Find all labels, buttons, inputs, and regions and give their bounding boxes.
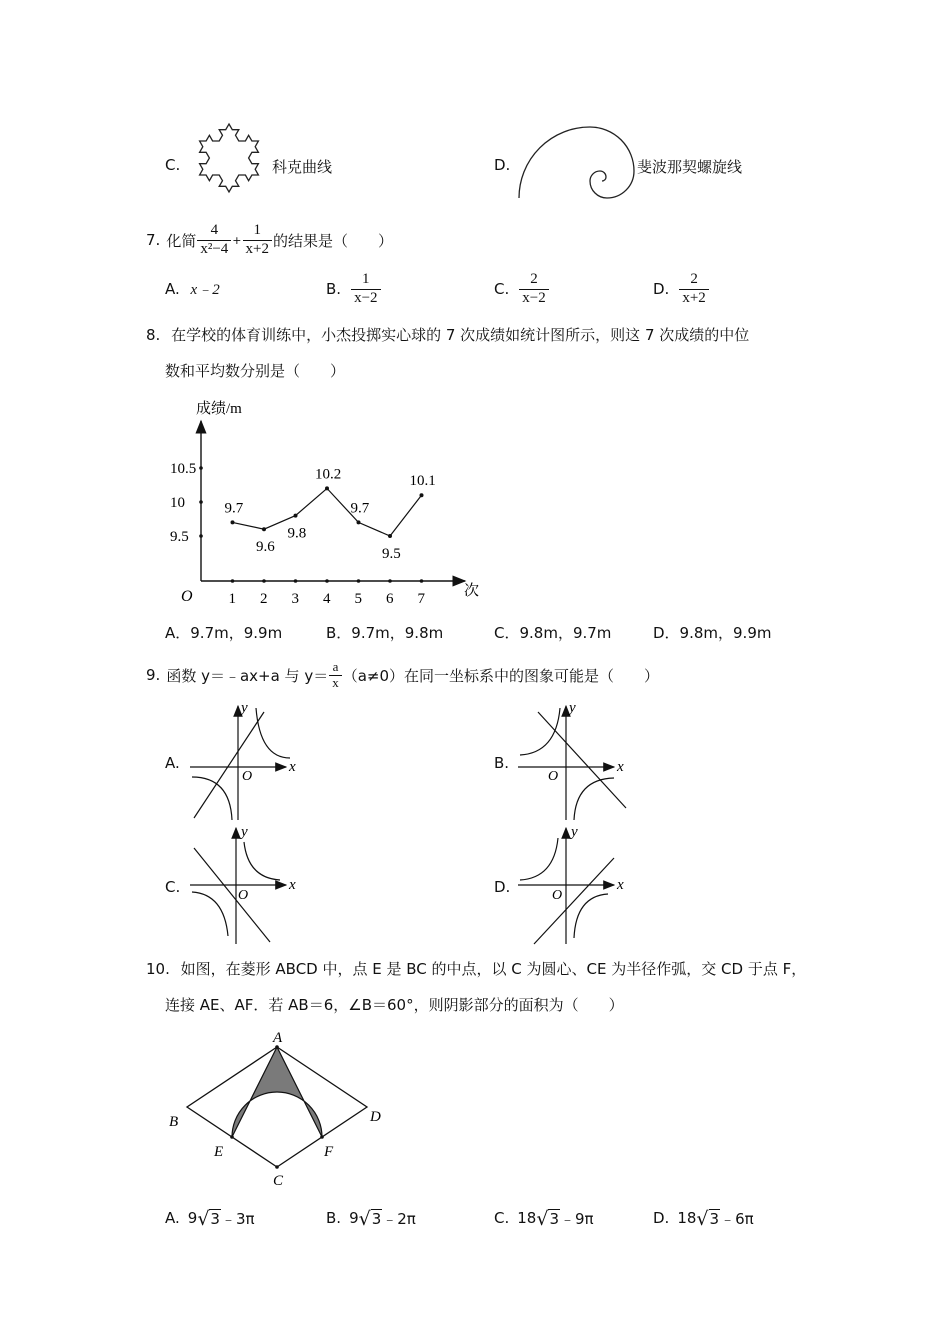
- q7-option-c-numerator: 2: [519, 271, 548, 289]
- q10-option-c-rest: ﹣9π: [560, 1209, 594, 1228]
- q8-stem-line2: 数和平均数分别是（ ）: [165, 362, 346, 380]
- q9-option-d-letter: D.: [494, 878, 511, 896]
- x-tick-label: 2: [260, 591, 268, 607]
- q10-option-d-letter: D.: [653, 1209, 670, 1227]
- q9-option-a-letter: A.: [165, 754, 180, 772]
- y-tick-label: 10: [170, 495, 185, 511]
- x-tick-label: 3: [291, 591, 299, 607]
- q7-option-b-denominator: x−2: [354, 289, 378, 306]
- q10-option-a: [165, 1205, 255, 1231]
- q10-stem-line2: 连接 AE、AF．若 AB＝6，∠B＝60°，则阴影部分的面积为（ ）: [165, 996, 624, 1014]
- q10-option-d-coef: 18: [677, 1209, 697, 1227]
- q9-graph-b: [514, 700, 630, 822]
- y-tick-label: 10.5: [170, 461, 197, 477]
- q10-number: 10.: [146, 960, 170, 978]
- data-label: 10.2: [315, 466, 342, 483]
- q9-stem: [146, 654, 659, 696]
- q7-stem-prefix: 化简: [166, 231, 197, 250]
- q9-d-origin-label: O: [552, 888, 563, 903]
- x-tick-mark: [357, 579, 361, 583]
- q7-stem-suffix: 的结果是（ ）: [272, 231, 393, 250]
- q6-option-c-letter: C.: [165, 156, 181, 174]
- x-tick-label: 7: [417, 591, 425, 607]
- q7-option-c-fraction: [519, 271, 548, 307]
- q7-option-c: [494, 266, 550, 312]
- q7-option-b-letter: B.: [326, 280, 342, 298]
- data-label: 10.1: [409, 473, 436, 490]
- q7-stem: [146, 217, 393, 263]
- q10-option-c-radicand: 3: [549, 1209, 559, 1228]
- q7-option-a: [165, 278, 220, 299]
- q10-stem-text-1: 如图，在菱形 ABCD 中，点 E 是 BC 的中点，以 C 为圆心、CE 为半径作弧，交 CD 于点 F，: [180, 960, 807, 978]
- x-tick-mark: [325, 579, 329, 583]
- data-point: [231, 520, 235, 524]
- q7-number: 7.: [146, 231, 161, 249]
- radical-sign-icon: √: [536, 1208, 549, 1230]
- x-tick-mark: [231, 579, 235, 583]
- q10-stem-line1: [146, 958, 806, 979]
- fibonacci-spiral-figure: [516, 124, 636, 200]
- q7-plus: +: [232, 233, 242, 247]
- x-tick-mark: [388, 579, 392, 583]
- q7-option-b: [326, 266, 382, 312]
- q10-option-a-coef: 9: [187, 1209, 198, 1227]
- point-e-label: E: [214, 1144, 224, 1160]
- q10-option-b-radicand: 3: [371, 1209, 382, 1228]
- point-f-label: F: [324, 1144, 334, 1160]
- q10-option-b-coef: 9: [349, 1209, 359, 1227]
- q6-option-d-letter: D.: [494, 156, 511, 174]
- q7-option-c-letter: C.: [494, 280, 510, 298]
- q7-option-d-letter: D.: [653, 280, 670, 298]
- q9-d-x-label: x: [617, 877, 624, 893]
- q9-stem-prefix: 函数 y＝﹣ax+a 与 y＝: [166, 666, 329, 685]
- q10-option-c-coef: 18: [517, 1209, 537, 1227]
- q7-option-c-denominator: x−2: [522, 289, 546, 306]
- q7-fraction-1: [197, 222, 231, 258]
- series-line: [233, 488, 422, 536]
- data-label: 9.7: [224, 500, 244, 517]
- x-tick-label: 1: [228, 591, 236, 607]
- data-point: [388, 534, 392, 538]
- q10-option-d: [653, 1205, 754, 1231]
- koch-snowflake-figure: [188, 116, 270, 198]
- point-a-label: A: [273, 1030, 283, 1046]
- q9-option-c-letter: C.: [165, 878, 181, 896]
- q10-option-b: [326, 1205, 416, 1231]
- shaded-region: [232, 1047, 322, 1137]
- q7-frac1-numerator: 4: [197, 222, 231, 240]
- q9-stem-suffix: （a≠0）在同一坐标系中的图象可能是（ ）: [342, 666, 660, 685]
- x-tick-mark: [294, 579, 298, 583]
- q10-option-a-letter: A.: [165, 1209, 180, 1227]
- chart-ylabel: 成绩/m: [196, 401, 242, 417]
- q8-stem-text-1: 在学校的体育训练中，小杰投掷实心球的 7 次成绩如统计图所示，则这 7 次成绩的中位: [171, 326, 750, 344]
- q9-a-x-label: x: [289, 759, 296, 775]
- data-label: 9.6: [256, 539, 275, 556]
- data-point: [294, 514, 298, 518]
- chart-xlabel: 次: [464, 583, 480, 599]
- q7-option-d-numerator: 2: [679, 271, 708, 289]
- point-b-label: B: [169, 1114, 179, 1130]
- q10-option-c: [494, 1205, 594, 1231]
- q8-option-a: A．9.7m，9.9m: [165, 624, 283, 642]
- q9-c-y-label: y: [241, 824, 248, 840]
- q10-option-b-rest: ﹣2π: [382, 1209, 416, 1228]
- q9-a-origin-label: O: [242, 769, 253, 784]
- q9-number: 9.: [146, 666, 161, 684]
- q10-option-b-letter: B.: [326, 1209, 342, 1227]
- q9-b-x-label: x: [617, 759, 624, 775]
- q9-graph-d: [514, 826, 630, 948]
- q6-option-d-label: 斐波那契螺旋线: [637, 158, 743, 176]
- q10-option-d-radicand: 3: [709, 1209, 720, 1228]
- q10-option-a-rest: ﹣3π: [220, 1209, 255, 1228]
- data-label: 9.8: [287, 525, 307, 542]
- q10-option-a-radicand: 3: [210, 1209, 220, 1228]
- data-label: 9.5: [382, 546, 401, 562]
- q7-option-a-text: x﹣2: [190, 282, 220, 298]
- q7-frac2-numerator: 1: [243, 222, 272, 240]
- y-tick-label: 9.5: [170, 529, 189, 545]
- radical-sign-icon: √: [696, 1208, 709, 1230]
- q9-option-b-letter: B.: [494, 754, 510, 772]
- q9-b-y-label: y: [569, 700, 576, 716]
- q9-graph-c: [186, 826, 302, 948]
- x-tick-label: 6: [386, 591, 394, 607]
- q6-option-c-label: 科克曲线: [272, 158, 333, 176]
- y-tick-mark: [199, 534, 203, 538]
- q9-b-origin-label: O: [548, 769, 559, 784]
- y-tick-mark: [199, 466, 203, 470]
- x-tick-mark: [420, 579, 424, 583]
- data-label: 9.7: [350, 500, 370, 517]
- q7-option-d-denominator: x+2: [682, 289, 706, 306]
- q7-option-a-letter: A.: [165, 280, 180, 298]
- chart-origin-label: O: [181, 588, 193, 605]
- data-point: [420, 493, 424, 497]
- q9-frac-denominator: x: [332, 674, 339, 690]
- q7-option-d: [653, 266, 710, 312]
- x-tick-label: 5: [354, 591, 362, 607]
- point-d-label: D: [370, 1109, 381, 1125]
- q7-option-b-fraction: [351, 271, 380, 307]
- q7-frac1-denominator: x²−4: [200, 240, 229, 257]
- q8-number: 8.: [146, 326, 161, 344]
- data-point: [262, 527, 266, 531]
- q7-option-d-fraction: [679, 271, 708, 307]
- radical-sign-icon: √: [358, 1208, 371, 1230]
- q10-rhombus-figure: [160, 1030, 400, 1190]
- q9-graph-a: [186, 700, 302, 822]
- y-tick-mark: [199, 500, 203, 504]
- data-point: [357, 520, 361, 524]
- q7-frac2-denominator: x+2: [245, 240, 269, 257]
- q7-option-b-numerator: 1: [351, 271, 380, 289]
- q8-line-chart: [160, 396, 490, 611]
- point-c-label: C: [273, 1173, 284, 1189]
- q8-stem-line1: [146, 324, 749, 345]
- q8-option-c: C．9.8m，9.7m: [494, 624, 612, 642]
- q10-option-c-letter: C.: [494, 1209, 510, 1227]
- q9-d-y-label: y: [571, 824, 578, 840]
- q8-option-d: D．9.8m，9.9m: [653, 624, 772, 642]
- q9-a-y-label: y: [241, 700, 248, 716]
- q7-fraction-2: [243, 222, 272, 258]
- q9-frac-numerator: a: [329, 660, 342, 676]
- q10-option-d-rest: ﹣6π: [720, 1209, 754, 1228]
- q9-fraction: [329, 660, 342, 691]
- x-tick-label: 4: [323, 591, 331, 607]
- x-tick-mark: [262, 579, 266, 583]
- q8-option-b: B．9.7m，9.8m: [326, 624, 444, 642]
- radical-sign-icon: √: [197, 1208, 210, 1230]
- q9-c-x-label: x: [289, 877, 296, 893]
- q9-c-origin-label: O: [238, 888, 249, 903]
- data-point: [325, 486, 329, 490]
